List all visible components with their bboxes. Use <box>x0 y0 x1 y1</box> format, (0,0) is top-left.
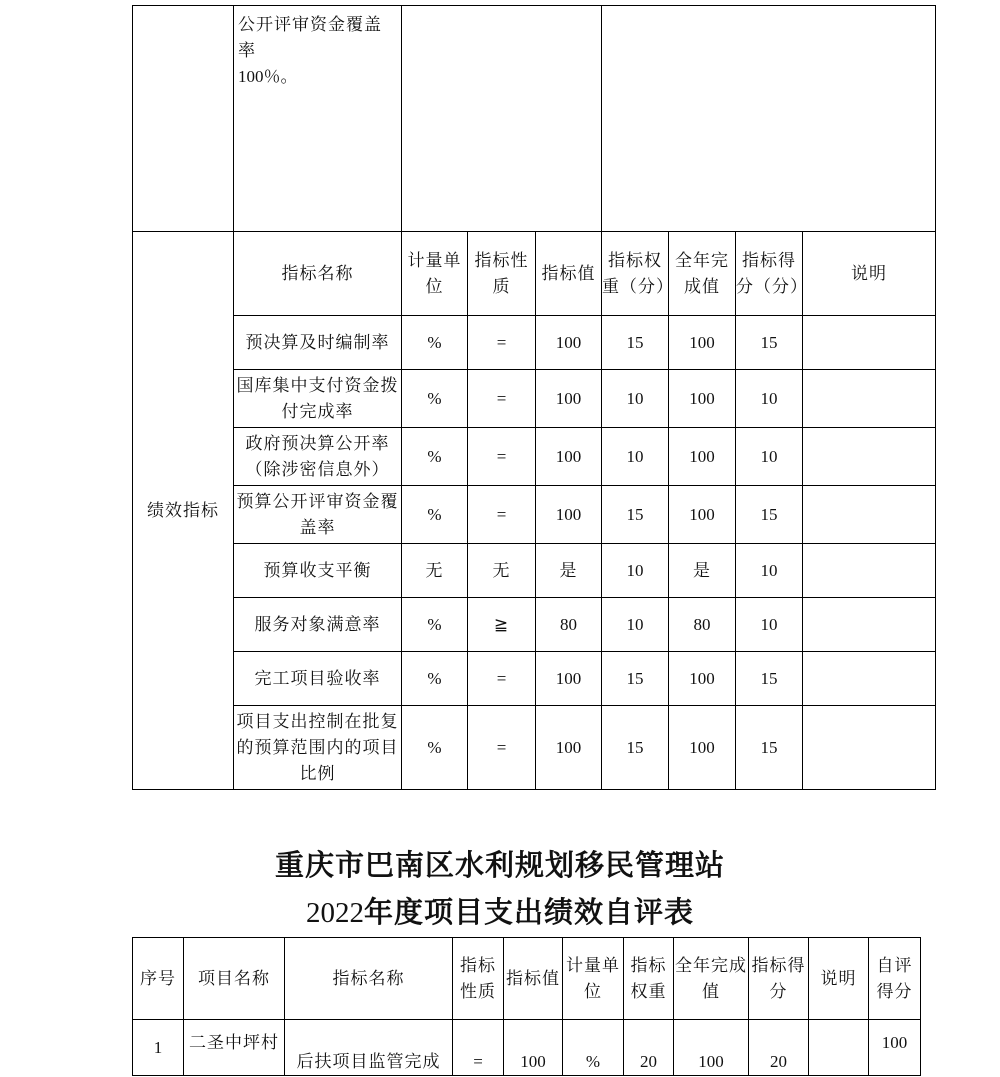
cell-remark <box>809 1020 869 1076</box>
cell-nature: = <box>468 486 536 544</box>
empty-cell <box>133 6 234 232</box>
header-complete: 全年完成值 <box>674 938 749 1020</box>
empty-cell <box>602 6 936 232</box>
cell-remark <box>803 652 936 706</box>
title-rest: 年度项目支出绩效自评表 <box>363 895 694 929</box>
cell-unit: % <box>402 652 468 706</box>
cell-unit: % <box>402 598 468 652</box>
cell-unit: % <box>402 706 468 790</box>
cell-score: 10 <box>736 370 803 428</box>
cell-name: 预算公开评审资金覆盖率 <box>234 486 402 544</box>
cell-value: 100 <box>536 316 602 370</box>
cell-project: 二圣中坪村 <box>184 1020 285 1076</box>
cell-value: 100 <box>504 1020 563 1076</box>
self-evaluation-table <box>132 937 921 1076</box>
cell-value: 100 <box>536 652 602 706</box>
cell-unit: % <box>563 1020 624 1076</box>
header-unit: 计量单位 <box>402 232 468 316</box>
cell-score: 15 <box>736 706 803 790</box>
cell-value: 80 <box>536 598 602 652</box>
header-row <box>133 232 936 316</box>
fragment-text-cell <box>234 6 402 232</box>
cell-score: 20 <box>749 1020 809 1076</box>
cell-value: 是 <box>536 544 602 598</box>
cell-unit: % <box>402 316 468 370</box>
cell-remark <box>803 544 936 598</box>
cell-name: 完工项目验收率 <box>234 652 402 706</box>
cell-complete: 100 <box>669 316 736 370</box>
cell-score: 10 <box>736 428 803 486</box>
table-row <box>133 652 936 706</box>
table-row <box>133 428 936 486</box>
cell-self-score: 100 <box>869 1020 921 1076</box>
cell-complete: 100 <box>669 652 736 706</box>
header-nature: 指标性质 <box>468 232 536 316</box>
cell-score: 15 <box>736 652 803 706</box>
section-label: 绩效指标 <box>133 232 234 790</box>
cell-name: 预算收支平衡 <box>234 544 402 598</box>
cell-weight: 20 <box>624 1020 674 1076</box>
header-indicator: 指标名称 <box>285 938 453 1020</box>
cell-weight: 10 <box>602 370 669 428</box>
cell-remark <box>803 316 936 370</box>
header-remark: 说明 <box>809 938 869 1020</box>
cell-complete: 100 <box>674 1020 749 1076</box>
cell-complete: 是 <box>669 544 736 598</box>
cell-name: 服务对象满意率 <box>234 598 402 652</box>
cell-nature: ≧ <box>468 598 536 652</box>
cell-unit: % <box>402 370 468 428</box>
cell-score: 10 <box>736 544 803 598</box>
fragment-text-line2: 100％。 <box>238 67 298 86</box>
performance-indicator-table <box>132 5 936 790</box>
header-unit: 计量单位 <box>563 938 624 1020</box>
table-row <box>133 598 936 652</box>
cell-name: 预决算及时编制率 <box>234 316 402 370</box>
document-title-line1: 重庆市巴南区水利规划移民管理站 <box>274 848 725 882</box>
cell-name: 政府预决算公开率（除涉密信息外） <box>234 428 402 486</box>
header-weight: 指标权重 <box>624 938 674 1020</box>
cell-score: 15 <box>736 486 803 544</box>
cell-value: 100 <box>536 428 602 486</box>
header-seq: 序号 <box>133 938 184 1020</box>
fragment-text-line1: 公开评审资金覆盖率 <box>238 15 382 61</box>
cell-remark <box>803 706 936 790</box>
header-self-score: 自评得分 <box>869 938 921 1020</box>
document-title-line2 <box>0 890 1000 931</box>
table-row <box>133 316 936 370</box>
cell-name: 项目支出控制在批复的预算范围内的项目比例 <box>234 706 402 790</box>
cell-value: 100 <box>536 486 602 544</box>
cell-weight: 15 <box>602 316 669 370</box>
cell-unit: 无 <box>402 544 468 598</box>
table-row <box>133 706 936 790</box>
cell-remark <box>803 598 936 652</box>
cell-nature: = <box>468 706 536 790</box>
header-value: 指标值 <box>504 938 563 1020</box>
cell-weight: 15 <box>602 486 669 544</box>
header-indicator-name: 指标名称 <box>234 232 402 316</box>
cell-name: 国库集中支付资金拨付完成率 <box>234 370 402 428</box>
table-row <box>133 370 936 428</box>
cell-weight: 10 <box>602 598 669 652</box>
cell-complete: 100 <box>669 486 736 544</box>
table-row <box>133 486 936 544</box>
cell-remark <box>803 428 936 486</box>
header-score: 指标得分 <box>749 938 809 1020</box>
cell-complete: 100 <box>669 706 736 790</box>
cell-unit: % <box>402 428 468 486</box>
header-project: 项目名称 <box>184 938 285 1020</box>
header-remark: 说明 <box>803 232 936 316</box>
cell-nature: = <box>453 1020 504 1076</box>
header-value: 指标值 <box>536 232 602 316</box>
header-weight: 指标权重（分） <box>602 232 669 316</box>
cell-seq: 1 <box>133 1020 184 1076</box>
cell-score: 10 <box>736 598 803 652</box>
fragment-row <box>133 6 936 232</box>
cell-nature: = <box>468 370 536 428</box>
cell-nature: 无 <box>468 544 536 598</box>
cell-nature: = <box>468 652 536 706</box>
cell-weight: 15 <box>602 706 669 790</box>
cell-nature: = <box>468 428 536 486</box>
header-complete: 全年完成值 <box>669 232 736 316</box>
cell-indicator: 后扶项目监管完成 <box>285 1020 453 1076</box>
cell-remark <box>803 486 936 544</box>
cell-score: 15 <box>736 316 803 370</box>
cell-weight: 10 <box>602 428 669 486</box>
cell-unit: % <box>402 486 468 544</box>
title-year: 2022 <box>305 897 364 929</box>
cell-complete: 100 <box>669 428 736 486</box>
empty-cell <box>402 6 602 232</box>
table-row <box>133 1020 921 1076</box>
header-score: 指标得分（分） <box>736 232 803 316</box>
cell-weight: 10 <box>602 544 669 598</box>
cell-value: 100 <box>536 706 602 790</box>
header-row <box>133 938 921 1020</box>
cell-complete: 80 <box>669 598 736 652</box>
table-row <box>133 544 936 598</box>
cell-remark <box>803 370 936 428</box>
cell-weight: 15 <box>602 652 669 706</box>
cell-complete: 100 <box>669 370 736 428</box>
cell-value: 100 <box>536 370 602 428</box>
header-nature: 指标性质 <box>453 938 504 1020</box>
cell-nature: = <box>468 316 536 370</box>
